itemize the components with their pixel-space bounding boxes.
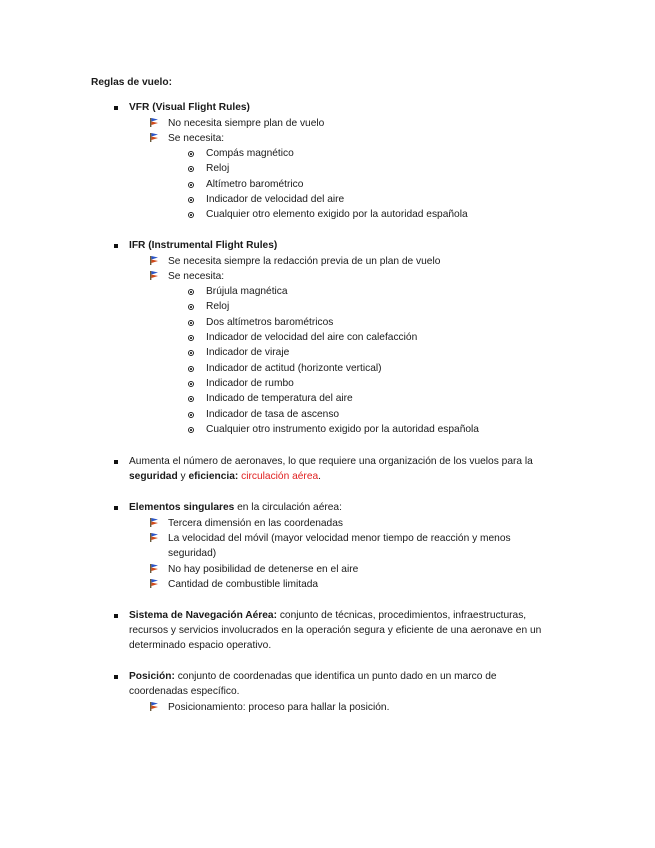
posicion-sub: Posicionamiento: proceso para hallar la posición. bbox=[168, 702, 390, 713]
circle-bullet-icon bbox=[188, 212, 194, 218]
eficiencia-text: eficiencia: bbox=[188, 471, 239, 482]
ifr-item: Reloj bbox=[206, 301, 230, 312]
ifr-item: Cualquier otro instrumento exigido por la autoridad española bbox=[206, 424, 479, 435]
singulares-item: La velocidad del móvil (mayor velocidad menor tiempo de reacción y menos bbox=[168, 533, 511, 544]
flag-bullet-icon bbox=[149, 563, 159, 573]
posicion-bold: Posición: bbox=[129, 671, 175, 682]
singulares-item: No hay posibilidad de detenerse en el aire bbox=[168, 564, 359, 575]
singulares-bold: Elementos singulares bbox=[129, 502, 235, 513]
circle-bullet-icon bbox=[188, 320, 194, 326]
sna-line-3: determinado espacio operativo. bbox=[129, 640, 272, 651]
sna-line-2: recursos y servicios involucrados en la operación segura y eficiente de una aeronave en un bbox=[129, 625, 542, 636]
ifr-item: Indicador de velocidad del aire con calefacción bbox=[206, 332, 418, 343]
conjunction-text: y bbox=[177, 471, 189, 482]
ifr-item: Indicador de tasa de ascenso bbox=[206, 409, 340, 420]
circle-bullet-icon bbox=[188, 335, 194, 341]
square-bullet-icon bbox=[114, 244, 118, 248]
flag-bullet-icon bbox=[149, 255, 159, 265]
circle-bullet-icon bbox=[188, 289, 194, 295]
square-bullet-icon bbox=[114, 460, 118, 464]
circle-bullet-icon bbox=[188, 304, 194, 310]
singulares-item-cont: seguridad) bbox=[168, 548, 217, 559]
circle-bullet-icon bbox=[188, 197, 194, 203]
flag-bullet-icon bbox=[149, 270, 159, 280]
circle-bullet-icon bbox=[188, 412, 194, 418]
singulares-title bbox=[129, 501, 342, 514]
circle-bullet-icon bbox=[188, 166, 194, 172]
circle-bullet-icon bbox=[188, 366, 194, 372]
ifr-sub-1: Se necesita siempre la redacción previa de un plan de vuelo bbox=[168, 256, 441, 267]
posicion-line-1 bbox=[129, 670, 497, 683]
square-bullet-icon bbox=[114, 106, 118, 110]
posicion-line-2: coordenadas específico. bbox=[129, 686, 240, 697]
ifr-item: Indicado de temperatura del aire bbox=[206, 393, 353, 404]
flag-bullet-icon bbox=[149, 532, 159, 542]
seguridad-text: seguridad bbox=[129, 471, 178, 482]
ifr-sub-2: Se necesita: bbox=[168, 271, 225, 282]
circle-bullet-icon bbox=[188, 396, 194, 402]
page-heading: Reglas de vuelo: bbox=[91, 77, 172, 88]
square-bullet-icon bbox=[114, 614, 118, 618]
sna-line-1 bbox=[129, 609, 526, 622]
circle-bullet-icon bbox=[188, 381, 194, 387]
square-bullet-icon bbox=[114, 506, 118, 510]
flag-bullet-icon bbox=[149, 701, 159, 711]
ifr-title: IFR (Instrumental Flight Rules) bbox=[129, 240, 278, 251]
ifr-item: Indicador de actitud (horizonte vertical) bbox=[206, 363, 382, 374]
flag-bullet-icon bbox=[149, 117, 159, 127]
circle-bullet-icon bbox=[188, 182, 194, 188]
flag-bullet-icon bbox=[149, 517, 159, 527]
sna-bold: Sistema de Navegación Aérea: bbox=[129, 610, 277, 621]
singulares-item: Tercera dimensión en las coordenadas bbox=[168, 518, 343, 529]
flag-bullet-icon bbox=[149, 578, 159, 588]
aumenta-line-2 bbox=[129, 470, 321, 483]
circle-bullet-icon bbox=[188, 427, 194, 433]
vfr-item: Cualquier otro elemento exigido por la autoridad española bbox=[206, 209, 468, 220]
aumenta-line-1: Aumenta el número de aeronaves, lo que requiere una organización de los vuelos para la bbox=[129, 456, 533, 467]
vfr-item: Reloj bbox=[206, 163, 230, 174]
square-bullet-icon bbox=[114, 675, 118, 679]
singulares-item: Cantidad de combustible limitada bbox=[168, 579, 319, 590]
period-text: . bbox=[318, 471, 321, 482]
ifr-item: Brújula magnética bbox=[206, 286, 288, 297]
ifr-item: Dos altímetros barométricos bbox=[206, 317, 334, 328]
vfr-item: Altímetro barométrico bbox=[206, 179, 304, 190]
vfr-sub-1: No necesita siempre plan de vuelo bbox=[168, 118, 325, 129]
vfr-sub-2: Se necesita: bbox=[168, 133, 225, 144]
ifr-item: Indicador de viraje bbox=[206, 347, 290, 358]
circulacion-aerea-text: circulación aérea bbox=[241, 471, 319, 482]
ifr-item: Indicador de rumbo bbox=[206, 378, 294, 389]
singulares-rest: en la circulación aérea: bbox=[234, 502, 342, 513]
posicion-rest: conjunto de coordenadas que identifica un punto dado en un marco de bbox=[174, 671, 497, 682]
flag-bullet-icon bbox=[149, 132, 159, 142]
sna-rest: conjunto de técnicas, procedimientos, infraestructuras, bbox=[276, 610, 527, 621]
vfr-item: Compás magnético bbox=[206, 148, 294, 159]
circle-bullet-icon bbox=[188, 151, 194, 157]
vfr-item: Indicador de velocidad del aire bbox=[206, 194, 345, 205]
vfr-title: VFR (Visual Flight Rules) bbox=[129, 102, 250, 113]
circle-bullet-icon bbox=[188, 350, 194, 356]
